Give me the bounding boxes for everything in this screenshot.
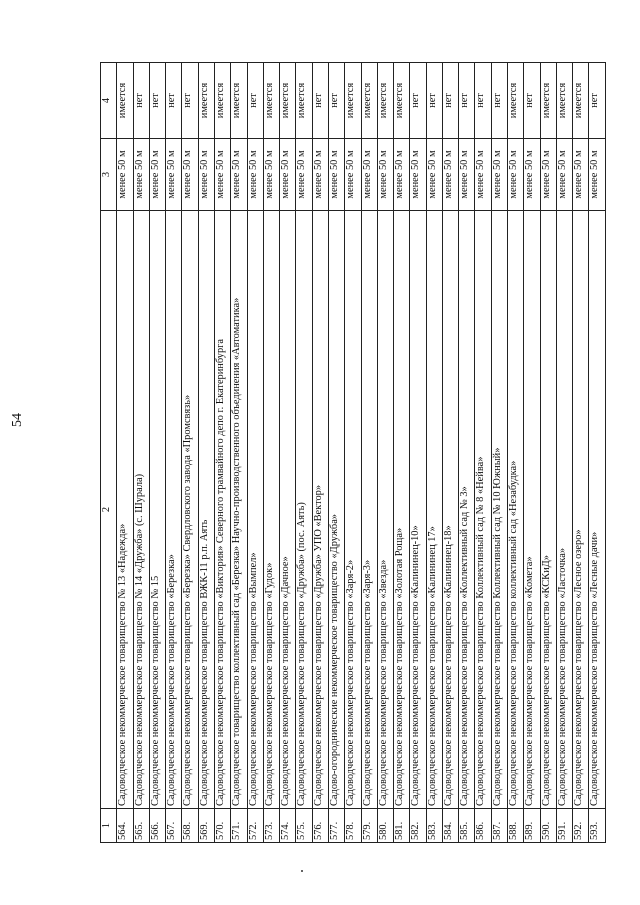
table-row (231, 63, 247, 843)
row-number-cell: 588. (508, 809, 524, 843)
availability-cell: нет (410, 63, 426, 139)
table-row (410, 63, 426, 843)
organization-name-cell: Садоводческое некоммерческое товарищество «Заря-2» (345, 211, 361, 809)
header-cell: 3 (101, 139, 117, 211)
row-number-cell: 582. (410, 809, 426, 843)
availability-cell: имеется (231, 63, 247, 139)
table-row (524, 63, 540, 843)
distance-cell: менее 50 м (345, 139, 361, 211)
availability-cell: нет (589, 63, 606, 139)
distance-cell: менее 50 м (166, 139, 182, 211)
organization-name-cell: Садоводческое некоммерческое товарищество «Калининец-18» (442, 211, 458, 809)
distance-cell: менее 50 м (182, 139, 198, 211)
organization-name-cell: Садоводческое некоммерческое товарищество «Лесные дачи» (589, 211, 606, 809)
table-row (540, 63, 556, 843)
row-number-cell: 574. (280, 809, 296, 843)
row-number-cell: 570. (214, 809, 230, 843)
table-row (263, 63, 279, 843)
row-number-cell: 568. (182, 809, 198, 843)
table-row (556, 63, 572, 843)
organization-name-cell: Садоводческое некоммерческое товарищество «Дружба» (пос. Аять) (296, 211, 312, 809)
table-row (280, 63, 296, 843)
distance-cell: менее 50 м (296, 139, 312, 211)
table-row (149, 63, 165, 843)
header-cell: 1 (101, 809, 117, 843)
distance-cell: менее 50 м (410, 139, 426, 211)
table-row (328, 63, 344, 843)
row-number-cell: 585. (459, 809, 475, 843)
row-number-cell: 592. (573, 809, 589, 843)
organization-name-cell: Садоводческое некоммерческое товарищество № 13 «Надежда» (117, 211, 133, 809)
distance-cell: менее 50 м (459, 139, 475, 211)
organization-name-cell: Садоводческое некоммерческое товарищество «Виктория» Северного трамвайного депо г. Екатеринбурга (214, 211, 230, 809)
table-row (573, 63, 589, 843)
organization-name-cell: Садоводческое некоммерческое товарищество «Вымпел» (247, 211, 263, 809)
availability-cell: имеется (117, 63, 133, 139)
availability-cell: нет (149, 63, 165, 139)
row-number-cell: 573. (263, 809, 279, 843)
distance-cell: менее 50 м (540, 139, 556, 211)
row-number-cell: 589. (524, 809, 540, 843)
distance-cell: менее 50 м (117, 139, 133, 211)
distance-cell: менее 50 м (263, 139, 279, 211)
distance-cell: менее 50 м (328, 139, 344, 211)
distance-cell: менее 50 м (475, 139, 491, 211)
table-row (442, 63, 458, 843)
organization-name-cell: Садово-огороднические некоммерческое товарищество «Дружба» (328, 211, 344, 809)
organization-name-cell: Садоводческое некоммерческое товарищество «Заря-3» (361, 211, 377, 809)
organization-name-cell: Садоводческое товарищество коллективный сад «Березка» Научно-производственного объединения «Автоматика» (231, 211, 247, 809)
document-table (100, 62, 606, 843)
distance-cell: менее 50 м (573, 139, 589, 211)
availability-cell: нет (182, 63, 198, 139)
table-row (459, 63, 475, 843)
distance-cell: менее 50 м (491, 139, 507, 211)
row-number-cell: 584. (442, 809, 458, 843)
organization-name-cell: Садоводческое некоммерческое товарищество «Коллективный сад № 3» (459, 211, 475, 809)
availability-cell: нет (247, 63, 263, 139)
availability-cell: имеется (540, 63, 556, 139)
row-number-cell: 590. (540, 809, 556, 843)
table-row (117, 63, 133, 843)
organization-name-cell: Садоводческое некоммерческое товарищество «Калининец-10» (410, 211, 426, 809)
distance-cell: менее 50 м (589, 139, 606, 211)
page-number: 54 (10, 413, 25, 427)
table-header-row (101, 63, 117, 843)
organization-name-cell: Садоводческое некоммерческое товарищество коллективный сад «Незабудка» (508, 211, 524, 809)
table-row (182, 63, 198, 843)
distance-cell: менее 50 м (426, 139, 442, 211)
table-row (377, 63, 393, 843)
table-body (101, 63, 606, 843)
row-number-cell: 569. (198, 809, 214, 843)
organization-name-cell: Садоводческое некоммерческое товарищество «Золотая Роща» (394, 211, 410, 809)
availability-cell: имеется (263, 63, 279, 139)
row-number-cell: 577. (328, 809, 344, 843)
organization-name-cell: Садоводческое некоммерческое товарищество «Лесное озеро» (573, 211, 589, 809)
distance-cell: менее 50 м (149, 139, 165, 211)
availability-cell: имеется (345, 63, 361, 139)
distance-cell: менее 50 м (377, 139, 393, 211)
availability-cell: нет (491, 63, 507, 139)
availability-cell: имеется (214, 63, 230, 139)
organization-name-cell: Садоводческое некоммерческое товарищество «Калининец 17» (426, 211, 442, 809)
table-row (296, 63, 312, 843)
row-number-cell: 576. (312, 809, 328, 843)
row-number-cell: 579. (361, 809, 377, 843)
availability-cell: нет (524, 63, 540, 139)
table-row (426, 63, 442, 843)
organization-name-cell: Садоводческое некоммерческое товарищество Коллективный сад № 10 Южный» (491, 211, 507, 809)
availability-cell: имеется (361, 63, 377, 139)
distance-cell: менее 50 м (508, 139, 524, 211)
availability-cell: нет (312, 63, 328, 139)
availability-cell: имеется (556, 63, 572, 139)
organization-name-cell: Садоводческое некоммерческое товарищество «Березка» Свердловского завода «Промсвязь» (182, 211, 198, 809)
availability-cell: нет (442, 63, 458, 139)
distance-cell: менее 50 м (312, 139, 328, 211)
table-row (312, 63, 328, 843)
table-row (361, 63, 377, 843)
organization-name-cell: Садоводческое некоммерческое товарищество «Дачное» (280, 211, 296, 809)
distance-cell: менее 50 м (133, 139, 149, 211)
row-number-cell: 566. (149, 809, 165, 843)
availability-cell: нет (166, 63, 182, 139)
distance-cell: менее 50 м (361, 139, 377, 211)
organization-name-cell: Садоводческое некоммерческое товарищество «Звезда» (377, 211, 393, 809)
table-row (508, 63, 524, 843)
row-number-cell: 587. (491, 809, 507, 843)
availability-cell: нет (133, 63, 149, 139)
availability-cell: нет (459, 63, 475, 139)
row-number-cell: 580. (377, 809, 393, 843)
availability-cell: имеется (394, 63, 410, 139)
row-number-cell: 586. (475, 809, 491, 843)
row-number-cell: 593. (589, 809, 606, 843)
table-row (589, 63, 606, 843)
row-number-cell: 591. (556, 809, 572, 843)
row-number-cell: 581. (394, 809, 410, 843)
row-number-cell: 583. (426, 809, 442, 843)
row-number-cell: 571. (231, 809, 247, 843)
distance-cell: менее 50 м (524, 139, 540, 211)
table-row (214, 63, 230, 843)
organization-name-cell: Садоводческое некоммерческое товарищество «Березка» (166, 211, 182, 809)
distance-cell: менее 50 м (556, 139, 572, 211)
availability-cell: нет (475, 63, 491, 139)
header-cell: 4 (101, 63, 117, 139)
organization-name-cell: Садоводческое некоммерческое товарищество № 15 (149, 211, 165, 809)
availability-cell: имеется (573, 63, 589, 139)
organization-name-cell: Садоводческое некоммерческое товарищество Коллективный сад № 8 «Нейва» (475, 211, 491, 809)
scan-speck (301, 870, 303, 872)
distance-cell: менее 50 м (394, 139, 410, 211)
availability-cell: имеется (377, 63, 393, 139)
distance-cell: менее 50 м (247, 139, 263, 211)
row-number-cell: 567. (166, 809, 182, 843)
distance-cell: менее 50 м (198, 139, 214, 211)
table-row (345, 63, 361, 843)
availability-cell: имеется (508, 63, 524, 139)
availability-cell: нет (426, 63, 442, 139)
distance-cell: менее 50 м (214, 139, 230, 211)
table-row (198, 63, 214, 843)
availability-cell: имеется (280, 63, 296, 139)
availability-cell: нет (328, 63, 344, 139)
distance-cell: менее 50 м (442, 139, 458, 211)
table-row (394, 63, 410, 843)
distance-cell: менее 50 м (280, 139, 296, 211)
organization-name-cell: Садоводческое некоммерческое товарищество «Комета» (524, 211, 540, 809)
organization-name-cell: Садоводческое некоммерческое товарищество «КСКиД» (540, 211, 556, 809)
table-row (247, 63, 263, 843)
row-number-cell: 578. (345, 809, 361, 843)
table-row (166, 63, 182, 843)
table-row (133, 63, 149, 843)
row-number-cell: 572. (247, 809, 263, 843)
row-number-cell: 565. (133, 809, 149, 843)
organization-name-cell: Садоводческое некоммерческое товарищество «Ласточка» (556, 211, 572, 809)
availability-cell: имеется (198, 63, 214, 139)
organization-name-cell: Садоводческое некоммерческое товарищество «Гудок» (263, 211, 279, 809)
organization-name-cell: Садоводческое некоммерческое товарищество «Дружба» УПО «Вектор» (312, 211, 328, 809)
header-cell: 2 (101, 211, 117, 809)
distance-cell: менее 50 м (231, 139, 247, 211)
organization-name-cell: Садоводческое некоммерческое товарищество ВЖК-11 р.п. Аять (198, 211, 214, 809)
table-row (491, 63, 507, 843)
row-number-cell: 575. (296, 809, 312, 843)
table-row (475, 63, 491, 843)
row-number-cell: 564. (117, 809, 133, 843)
organization-name-cell: Садоводческое некоммерческое товарищество № 14 «Дружба» (с. Шурала) (133, 211, 149, 809)
availability-cell: имеется (296, 63, 312, 139)
